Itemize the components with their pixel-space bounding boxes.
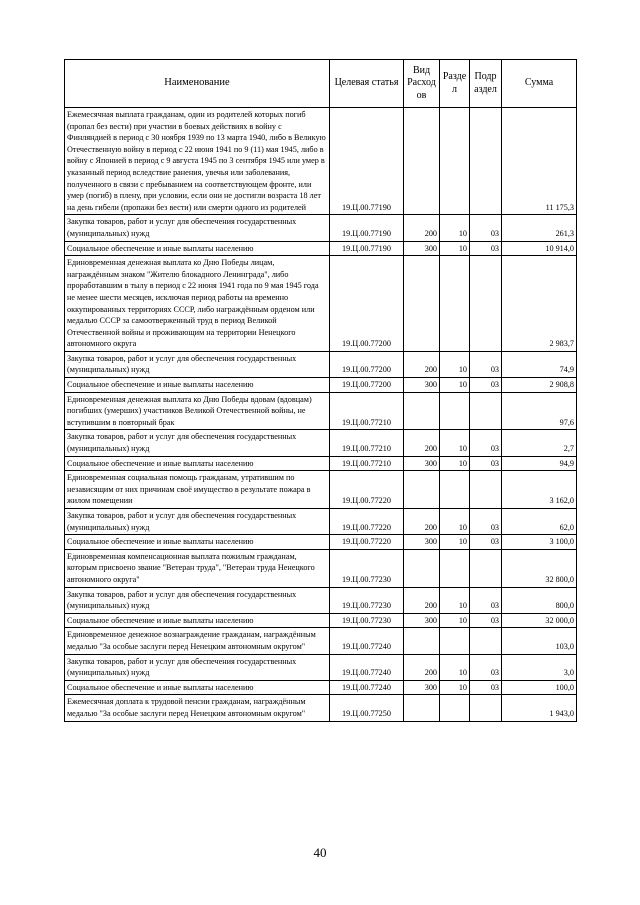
row-target-article: 19.Ц.00.77230 xyxy=(330,613,404,628)
row-subsection: 03 xyxy=(470,215,502,241)
row-expense-type xyxy=(404,108,440,215)
row-name: Социальное обеспечение и иные выплаты населению xyxy=(65,456,330,471)
row-target-article: 19.Ц.00.77220 xyxy=(330,509,404,535)
table-row xyxy=(65,695,577,721)
header-subsection: Подр аздел xyxy=(470,60,502,108)
table-row xyxy=(65,535,577,550)
table-row xyxy=(65,613,577,628)
table-row xyxy=(65,628,577,654)
row-subsection: 03 xyxy=(470,509,502,535)
row-section xyxy=(440,108,470,215)
row-subsection xyxy=(470,549,502,587)
row-amount: 2 908,8 xyxy=(502,378,577,393)
row-expense-type: 300 xyxy=(404,378,440,393)
row-amount: 10 914,0 xyxy=(502,241,577,256)
row-name: Единовременное денежное вознаграждение гражданам, награждённым медалью "За особые заслуги перед Ненецким автономным округом" xyxy=(65,628,330,654)
row-subsection: 03 xyxy=(470,430,502,456)
table-header-row xyxy=(65,60,577,108)
row-name: Единовременная денежная выплата ко Дню Победы вдовам (вдовцам) погибших (умерших) участников Великой Отечественной войны, не вступившим в повторный брак xyxy=(65,392,330,430)
row-name: Единовременная денежная выплата ко Дню Победы лицам, награждённым знаком "Жителю блокадного Ленинграда", либо проработавшим в тылу в период с 22 июня 1941 года по 9 мая 1945 года не менее шести месяцев, исключая период работы на временно оккупированных территориях СССР, либо награждённым орденом или медалью СССР за самоотверженный труд в период Великой Отечественной войны и проживающим на территории Ненецкого автономного округа xyxy=(65,256,330,352)
row-expense-type xyxy=(404,256,440,352)
row-target-article: 19.Ц.00.77220 xyxy=(330,535,404,550)
row-section: 10 xyxy=(440,351,470,377)
row-subsection: 03 xyxy=(470,456,502,471)
row-subsection: 03 xyxy=(470,241,502,256)
row-section: 10 xyxy=(440,680,470,695)
row-target-article: 19.Ц.00.77200 xyxy=(330,351,404,377)
row-subsection xyxy=(470,695,502,721)
header-amount: Сумма xyxy=(502,60,577,108)
row-amount: 100,0 xyxy=(502,680,577,695)
row-target-article: 19.Ц.00.77210 xyxy=(330,392,404,430)
row-section xyxy=(440,695,470,721)
row-target-article: 19.Ц.00.77210 xyxy=(330,430,404,456)
row-name: Закупка товаров, работ и услуг для обеспечения государственных (муниципальных) нужд xyxy=(65,654,330,680)
row-name: Единовременная компенсационная выплата пожилым гражданам, которым присвоено звание "Ветеран труда", "Ветеран труда Ненецкого автономного округа" xyxy=(65,549,330,587)
row-name: Ежемесячная доплата к трудовой пенсии гражданам, награждённым медалью "За особые заслуги перед Ненецким автономным округом" xyxy=(65,695,330,721)
table-row xyxy=(65,241,577,256)
row-target-article: 19.Ц.00.77210 xyxy=(330,456,404,471)
row-name: Социальное обеспечение и иные выплаты населению xyxy=(65,613,330,628)
row-name: Социальное обеспечение и иные выплаты населению xyxy=(65,378,330,393)
row-subsection: 03 xyxy=(470,351,502,377)
row-amount: 2,7 xyxy=(502,430,577,456)
row-target-article: 19.Ц.00.77230 xyxy=(330,549,404,587)
budget-table-container xyxy=(64,59,576,722)
row-amount: 94,9 xyxy=(502,456,577,471)
table-row xyxy=(65,549,577,587)
row-expense-type: 300 xyxy=(404,613,440,628)
row-section: 10 xyxy=(440,613,470,628)
row-name: Закупка товаров, работ и услуг для обеспечения государственных (муниципальных) нужд xyxy=(65,215,330,241)
row-target-article: 19.Ц.00.77190 xyxy=(330,215,404,241)
row-subsection: 03 xyxy=(470,680,502,695)
row-subsection xyxy=(470,256,502,352)
row-expense-type: 200 xyxy=(404,351,440,377)
row-expense-type xyxy=(404,549,440,587)
row-target-article: 19.Ц.00.77190 xyxy=(330,108,404,215)
row-expense-type xyxy=(404,695,440,721)
row-target-article: 19.Ц.00.77230 xyxy=(330,587,404,613)
table-row xyxy=(65,456,577,471)
row-expense-type: 200 xyxy=(404,654,440,680)
table-row xyxy=(65,392,577,430)
row-expense-type: 200 xyxy=(404,215,440,241)
row-expense-type: 300 xyxy=(404,680,440,695)
row-expense-type: 200 xyxy=(404,509,440,535)
row-name: Закупка товаров, работ и услуг для обеспечения государственных (муниципальных) нужд xyxy=(65,430,330,456)
header-name: Наименование xyxy=(65,60,330,108)
row-amount: 2 983,7 xyxy=(502,256,577,352)
row-subsection: 03 xyxy=(470,613,502,628)
row-name: Социальное обеспечение и иные выплаты населению xyxy=(65,241,330,256)
table-row xyxy=(65,256,577,352)
table-row xyxy=(65,351,577,377)
table-row xyxy=(65,430,577,456)
row-target-article: 19.Ц.00.77250 xyxy=(330,695,404,721)
row-amount: 74,9 xyxy=(502,351,577,377)
row-name: Социальное обеспечение и иные выплаты населению xyxy=(65,680,330,695)
row-expense-type: 300 xyxy=(404,456,440,471)
row-subsection xyxy=(470,108,502,215)
row-section xyxy=(440,471,470,509)
row-name: Социальное обеспечение и иные выплаты населению xyxy=(65,535,330,550)
row-section: 10 xyxy=(440,456,470,471)
row-target-article: 19.Ц.00.77190 xyxy=(330,241,404,256)
row-target-article: 19.Ц.00.77220 xyxy=(330,471,404,509)
table-row xyxy=(65,108,577,215)
row-subsection xyxy=(470,392,502,430)
row-amount: 103,0 xyxy=(502,628,577,654)
row-subsection: 03 xyxy=(470,378,502,393)
table-row xyxy=(65,509,577,535)
row-expense-type xyxy=(404,628,440,654)
table-row xyxy=(65,680,577,695)
row-expense-type xyxy=(404,471,440,509)
row-section xyxy=(440,392,470,430)
row-amount: 3,0 xyxy=(502,654,577,680)
header-target-article: Целевая статья xyxy=(330,60,404,108)
row-section: 10 xyxy=(440,430,470,456)
row-section: 10 xyxy=(440,215,470,241)
row-section: 10 xyxy=(440,654,470,680)
row-target-article: 19.Ц.00.77200 xyxy=(330,256,404,352)
row-subsection: 03 xyxy=(470,535,502,550)
row-expense-type: 300 xyxy=(404,535,440,550)
page-number: 40 xyxy=(313,845,327,860)
row-target-article: 19.Ц.00.77240 xyxy=(330,680,404,695)
table-row xyxy=(65,378,577,393)
row-subsection: 03 xyxy=(470,654,502,680)
row-name: Закупка товаров, работ и услуг для обеспечения государственных (муниципальных) нужд xyxy=(65,351,330,377)
row-subsection: 03 xyxy=(470,587,502,613)
row-section: 10 xyxy=(440,587,470,613)
row-expense-type xyxy=(404,392,440,430)
header-section: Разде л xyxy=(440,60,470,108)
row-subsection xyxy=(470,628,502,654)
row-amount: 97,6 xyxy=(502,392,577,430)
table-row xyxy=(65,471,577,509)
row-section xyxy=(440,256,470,352)
budget-table xyxy=(64,59,577,722)
row-subsection xyxy=(470,471,502,509)
table-body xyxy=(65,108,577,722)
row-section xyxy=(440,628,470,654)
row-target-article: 19.Ц.00.77200 xyxy=(330,378,404,393)
row-target-article: 19.Ц.00.77240 xyxy=(330,628,404,654)
row-amount: 32 800,0 xyxy=(502,549,577,587)
row-name: Закупка товаров, работ и услуг для обеспечения государственных (муниципальных) нужд xyxy=(65,587,330,613)
row-expense-type: 300 xyxy=(404,241,440,256)
row-expense-type: 200 xyxy=(404,430,440,456)
row-section xyxy=(440,549,470,587)
row-target-article: 19.Ц.00.77240 xyxy=(330,654,404,680)
row-amount: 1 943,0 xyxy=(502,695,577,721)
row-amount: 32 000,0 xyxy=(502,613,577,628)
row-section: 10 xyxy=(440,241,470,256)
row-section: 10 xyxy=(440,378,470,393)
row-amount: 62,0 xyxy=(502,509,577,535)
row-amount: 11 175,3 xyxy=(502,108,577,215)
row-section: 10 xyxy=(440,509,470,535)
row-section: 10 xyxy=(440,535,470,550)
row-name: Закупка товаров, работ и услуг для обеспечения государственных (муниципальных) нужд xyxy=(65,509,330,535)
row-amount: 800,0 xyxy=(502,587,577,613)
row-amount: 3 162,0 xyxy=(502,471,577,509)
table-row xyxy=(65,587,577,613)
row-amount: 261,3 xyxy=(502,215,577,241)
row-amount: 3 100,0 xyxy=(502,535,577,550)
row-name: Ежемесячная выплата гражданам, один из родителей которых погиб (пропал без вести) при участии в боевых действиях в войну с Финляндией в период с 30 ноября 1939 по 13 марта 1940, либо в Великую Отечественную войну в период с 22 июня 1941 по 9 (11) мая 1945, либо в войну с Японией в период с 9 августа 1945 по 3 сентября 1945 или умер в указанный период вследствие ранения, увечья или заболевания, полученного в связи с пребыванием на соответствующем фронте, или умер (погиб) в плену, при условии, если они не достигли возраста 18 лет на день гибели (пропажи без вести) или смерти одного из родителей xyxy=(65,108,330,215)
header-expense-type: Вид Расход ов xyxy=(404,60,440,108)
row-expense-type: 200 xyxy=(404,587,440,613)
table-row xyxy=(65,215,577,241)
row-name: Единовременная социальная помощь гражданам, утратившим по независящим от них причинам своё имущество в результате пожара в жилом помещении xyxy=(65,471,330,509)
table-row xyxy=(65,654,577,680)
